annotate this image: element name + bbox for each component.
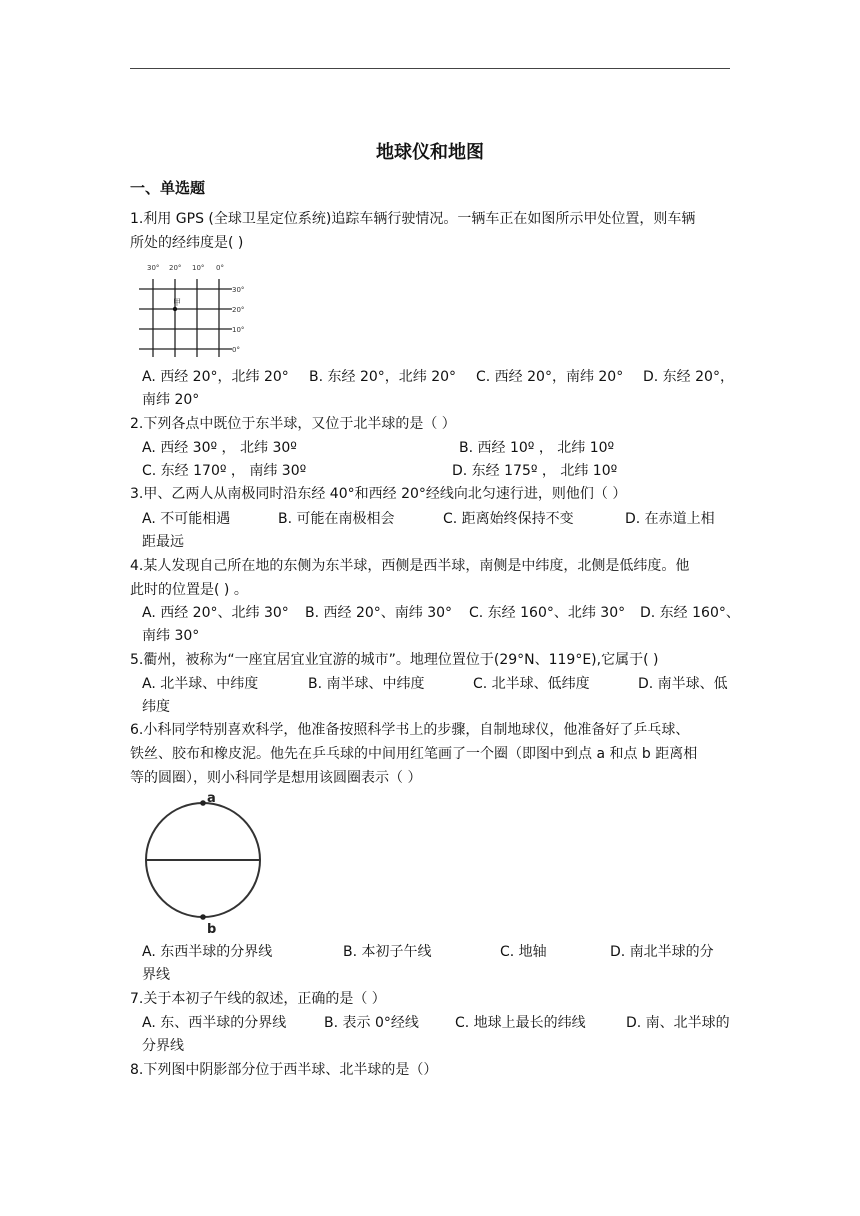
q1-point-marker xyxy=(173,307,177,311)
q4-stem-line-2: 此时的位置是( ) 。 xyxy=(130,582,248,598)
q1-top-label: 10° xyxy=(192,264,205,272)
q1-right-label: 20° xyxy=(232,306,245,314)
q6-stem-line-3: 等的圆圈），则小科同学是想用该圆圈表示（ ） xyxy=(130,770,422,786)
q1-stem-line-2: 所处的经纬度是( ) xyxy=(130,235,244,251)
q1-top-label: 20° xyxy=(169,264,182,272)
q1-option-d[interactable]: D. 东经 20°， xyxy=(643,369,734,385)
q4-option-a[interactable]: A. 西经 20°、北纬 30° xyxy=(142,605,289,621)
q3-option-a[interactable]: A. 不可能相遇 xyxy=(142,511,231,527)
q7-option-a[interactable]: A. 东、西半球的分界线 xyxy=(142,1015,287,1031)
header-rule xyxy=(130,68,730,69)
q5-stem: 5.衢州，被称为“一座宜居宜业宜游的城市”。地理位置位于(29°N、119°E),它属于( ) xyxy=(130,652,659,668)
q1-right-label: 30° xyxy=(232,286,245,294)
q1-option-b[interactable]: B. 东经 20°，北纬 20° xyxy=(309,369,457,385)
q6-label-b: b xyxy=(207,922,217,937)
q8-stem: 8.下列图中阴影部分位于西半球、北半球的是（） xyxy=(130,1062,438,1078)
q6-option-d-cont: 界线 xyxy=(142,967,170,983)
q3-option-d[interactable]: D. 在赤道上相 xyxy=(625,511,715,527)
q5-option-d[interactable]: D. 南半球、低 xyxy=(638,676,728,692)
q7-stem: 7.关于本初子午线的叙述，正确的是（ ） xyxy=(130,991,386,1007)
q2-stem: 2.下列各点中既位于东半球，又位于北半球的是（ ） xyxy=(130,416,456,432)
q1-option-d-cont: 南纬 20° xyxy=(142,392,200,408)
q1-stem-line-1: 1.利用 GPS (全球卫星定位系统)追踪车辆行驶情况。一辆车正在如图所示甲处位置，则车辆 xyxy=(130,211,696,227)
q6-point-a xyxy=(200,800,206,806)
section-heading: 一、单选题 xyxy=(130,179,206,197)
q1-top-label: 0° xyxy=(216,264,224,272)
q6-option-c[interactable]: C. 地轴 xyxy=(500,944,547,960)
q4-option-d-cont: 南纬 30° xyxy=(142,628,200,644)
q6-stem-line-1: 6.小科同学特别喜欢科学，他准备按照科学书上的步骤，自制地球仪，他准备好了乒乓球、 xyxy=(130,722,690,738)
q5-option-c[interactable]: C. 北半球、低纬度 xyxy=(473,676,590,692)
q6-option-d[interactable]: D. 南北半球的分 xyxy=(610,944,714,960)
q6-point-b xyxy=(200,914,206,920)
q5-option-d-cont: 纬度 xyxy=(142,699,170,715)
q6-label-a: a xyxy=(207,791,216,806)
q2-option-a[interactable]: A. 西经 30º ， 北纬 30º xyxy=(142,440,297,456)
page-title: 地球仪和地图 xyxy=(376,142,484,163)
q4-stem-line-1: 4.某人发现自己所在地的东侧为东半球，西侧是西半球，南侧是中纬度，北侧是低纬度。他 xyxy=(130,558,690,574)
q1-top-label: 30° xyxy=(147,264,160,272)
q6-circle-figure xyxy=(137,790,267,938)
q4-option-b[interactable]: B. 西经 20°、南纬 30° xyxy=(305,605,453,621)
q3-stem: 3.甲、乙两人从南极同时沿东经 40°和西经 20°经线向北匀速行进，则他们（ ） xyxy=(130,486,627,502)
q5-option-a[interactable]: A. 北半球、中纬度 xyxy=(142,676,259,692)
q4-option-d[interactable]: D. 东经 160°、 xyxy=(640,605,740,621)
q6-option-b[interactable]: B. 本初子午线 xyxy=(343,944,432,960)
q3-option-b[interactable]: B. 可能在南极相会 xyxy=(278,511,395,527)
q7-option-c[interactable]: C. 地球上最长的纬线 xyxy=(455,1015,586,1031)
q7-option-d-cont: 分界线 xyxy=(142,1038,184,1054)
q7-option-b[interactable]: B. 表示 0°经线 xyxy=(324,1015,419,1031)
q1-grid-figure xyxy=(136,259,248,359)
q1-point-label: 甲 xyxy=(173,298,181,307)
q2-option-c[interactable]: C. 东经 170º ， 南纬 30º xyxy=(142,463,307,479)
q6-option-a[interactable]: A. 东西半球的分界线 xyxy=(142,944,273,960)
q1-right-label: 10° xyxy=(232,326,245,334)
q6-stem-line-2: 铁丝、胶布和橡皮泥。他先在乒乓球的中间用红笔画了一个圈（即图中到点 a 和点 b 距离相 xyxy=(130,746,698,762)
q2-option-d[interactable]: D. 东经 175º ， 北纬 10º xyxy=(452,463,618,479)
q1-right-label: 0° xyxy=(232,346,240,354)
q3-option-c[interactable]: C. 距离始终保持不变 xyxy=(443,511,574,527)
q1-option-c[interactable]: C. 西经 20°，南纬 20° xyxy=(476,369,624,385)
q5-option-b[interactable]: B. 南半球、中纬度 xyxy=(308,676,425,692)
q7-option-d[interactable]: D. 南、北半球的 xyxy=(626,1015,730,1031)
q4-option-c[interactable]: C. 东经 160°、北纬 30° xyxy=(469,605,626,621)
q2-option-b[interactable]: B. 西经 10º ， 北纬 10º xyxy=(459,440,615,456)
q1-option-a[interactable]: A. 西经 20°，北纬 20° xyxy=(142,369,289,385)
q3-option-d-cont: 距最远 xyxy=(142,534,184,550)
